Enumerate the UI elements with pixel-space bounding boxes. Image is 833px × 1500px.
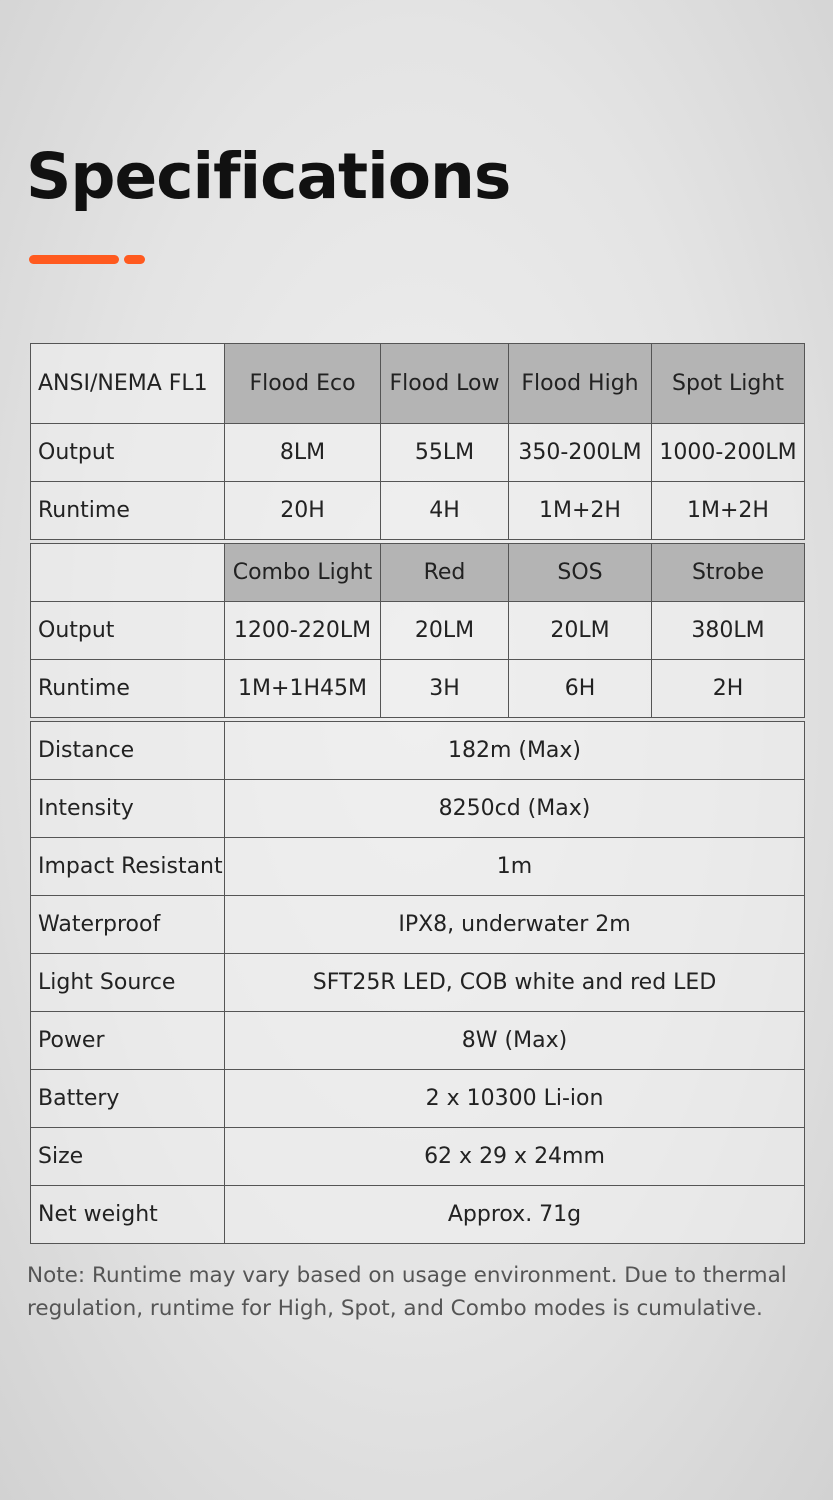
mode-header-row (31, 544, 805, 602)
table-row (31, 896, 805, 954)
spec-table (30, 343, 805, 1244)
runtime-value: 1M+2H (509, 482, 652, 540)
spec-value: 8250cd (Max) (225, 780, 805, 838)
row-label: Runtime (31, 482, 225, 540)
output-row (31, 602, 805, 660)
output-value: 55LM (381, 424, 509, 482)
mode-header: SOS (509, 544, 652, 602)
runtime-value: 4H (381, 482, 509, 540)
mode-header-row (31, 344, 805, 424)
output-value: 8LM (225, 424, 381, 482)
runtime-value: 6H (509, 660, 652, 718)
mode-header: Strobe (652, 544, 805, 602)
spec-value: 2 x 10300 Li-ion (225, 1070, 805, 1128)
accent-bar-short (124, 255, 145, 264)
output-value: 350-200LM (509, 424, 652, 482)
spec-label: Power (31, 1012, 225, 1070)
runtime-value: 2H (652, 660, 805, 718)
table-row (31, 954, 805, 1012)
spec-label: Net weight (31, 1186, 225, 1244)
spec-label: Intensity (31, 780, 225, 838)
runtime-value: 20H (225, 482, 381, 540)
row-label: Output (31, 424, 225, 482)
spec-value: Approx. 71g (225, 1186, 805, 1244)
table-row (31, 1186, 805, 1244)
table-row (31, 780, 805, 838)
mode-header: Flood Low (381, 344, 509, 424)
table-row (31, 722, 805, 780)
runtime-value: 3H (381, 660, 509, 718)
output-value: 20LM (509, 602, 652, 660)
runtime-value: 1M+2H (652, 482, 805, 540)
mode-header: Red (381, 544, 509, 602)
spec-value: SFT25R LED, COB white and red LED (225, 954, 805, 1012)
runtime-row (31, 660, 805, 718)
corner-label (31, 544, 225, 602)
spec-label: Battery (31, 1070, 225, 1128)
accent-bar (29, 255, 119, 264)
spec-label: Impact Resistant (31, 838, 225, 896)
runtime-note: Note: Runtime may vary based on usage environment. Due to thermal regulation, runtime for High, Spot, and Combo modes is cumulative. (27, 1263, 787, 1321)
output-value: 380LM (652, 602, 805, 660)
spec-label: Light Source (31, 954, 225, 1012)
mode-header: Combo Light (225, 544, 381, 602)
output-value: 1200-220LM (225, 602, 381, 660)
output-value: 1000-200LM (652, 424, 805, 482)
spec-label: Waterproof (31, 896, 225, 954)
table-row (31, 838, 805, 896)
spec-value: 182m (Max) (225, 722, 805, 780)
mode-header: Spot Light (652, 344, 805, 424)
spec-value: IPX8, underwater 2m (225, 896, 805, 954)
output-row (31, 424, 805, 482)
mode-header: Flood High (509, 344, 652, 424)
table-row (31, 1012, 805, 1070)
row-label: Runtime (31, 660, 225, 718)
spec-value: 62 x 29 x 24mm (225, 1128, 805, 1186)
spec-label: Distance (31, 722, 225, 780)
mode-header: Flood Eco (225, 344, 381, 424)
table-row (31, 1128, 805, 1186)
corner-label: ANSI/NEMA FL1 (31, 344, 225, 424)
page-title: Specifications (26, 140, 511, 213)
table-row (31, 1070, 805, 1128)
spec-label: Size (31, 1128, 225, 1186)
row-label: Output (31, 602, 225, 660)
spec-value: 1m (225, 838, 805, 896)
runtime-value: 1M+1H45M (225, 660, 381, 718)
output-value: 20LM (381, 602, 509, 660)
spec-value: 8W (Max) (225, 1012, 805, 1070)
runtime-row (31, 482, 805, 540)
